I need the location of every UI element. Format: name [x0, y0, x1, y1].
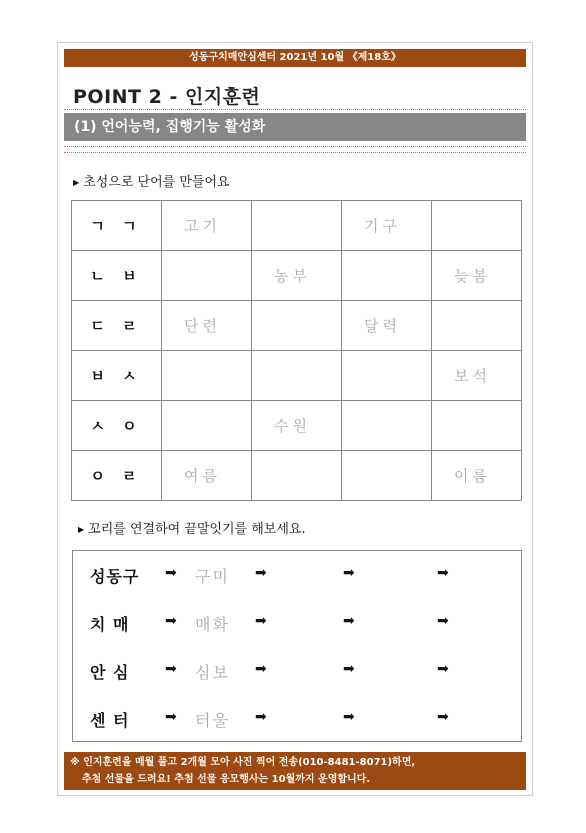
triangle-bullet-icon: ▶	[73, 178, 80, 187]
chain-start-word: 안 심	[90, 663, 130, 682]
right-arrow-icon: ➡	[437, 613, 449, 629]
answer-cell[interactable]	[342, 451, 432, 501]
section2-heading-text: 꼬리를 연결하여 끝말잇기를 해보세요.	[88, 522, 306, 537]
right-arrow-icon: ➡	[437, 709, 449, 725]
answer-cell[interactable]	[342, 251, 432, 301]
chain-start-word: 치 매	[90, 615, 130, 634]
section2-heading	[78, 518, 306, 537]
table-row	[72, 201, 522, 251]
footer-line-2: 추첨 선물을 드려요! 추첨 선물 응모행사는 10월까지 운영합니다.	[82, 774, 371, 785]
table-row	[72, 301, 522, 351]
right-arrow-icon: ➡	[165, 565, 177, 581]
right-arrow-icon: ➡	[343, 565, 355, 581]
chain-row	[73, 708, 521, 732]
table-row	[72, 401, 522, 451]
chain-answer[interactable]: 매화	[195, 615, 230, 634]
right-arrow-icon: ➡	[343, 709, 355, 725]
word-chain-box	[72, 550, 522, 742]
divider	[64, 109, 526, 110]
section1-heading-text: 초성으로 단어를 만들어요	[83, 175, 230, 190]
answer-cell[interactable]	[432, 301, 522, 351]
right-arrow-icon: ➡	[255, 565, 267, 581]
right-arrow-icon: ➡	[255, 613, 267, 629]
chain-row	[73, 660, 521, 684]
right-arrow-icon: ➡	[165, 661, 177, 677]
answer-cell[interactable]: 늦봄	[432, 251, 522, 301]
initials-cell: ㅂ ㅅ	[72, 351, 162, 401]
answer-cell[interactable]	[432, 201, 522, 251]
chain-row	[73, 612, 521, 636]
chain-answer[interactable]: 구미	[195, 567, 230, 586]
right-arrow-icon: ➡	[255, 709, 267, 725]
divider	[64, 146, 526, 147]
initials-cell: ㄱ ㄱ	[72, 201, 162, 251]
right-arrow-icon: ➡	[343, 613, 355, 629]
answer-cell[interactable]: 기구	[342, 201, 432, 251]
answer-cell[interactable]: 여름	[162, 451, 252, 501]
initials-cell: ㅅ ㅇ	[72, 401, 162, 451]
right-arrow-icon: ➡	[255, 661, 267, 677]
answer-cell[interactable]: 수원	[252, 401, 342, 451]
answer-cell[interactable]: 고기	[162, 201, 252, 251]
right-arrow-icon: ➡	[437, 565, 449, 581]
right-arrow-icon: ➡	[343, 661, 355, 677]
right-arrow-icon: ➡	[437, 661, 449, 677]
answer-cell[interactable]	[252, 451, 342, 501]
answer-cell[interactable]	[342, 401, 432, 451]
newsletter-banner: 성동구치매안심센터 2021년 10월 《제18호》	[64, 49, 526, 67]
chain-start-word: 센 터	[90, 711, 130, 730]
footer-notice	[64, 752, 526, 790]
chain-answer[interactable]: 터울	[195, 711, 230, 730]
initials-cell: ㄴ ㅂ	[72, 251, 162, 301]
triangle-bullet-icon: ▶	[78, 525, 85, 534]
answer-cell[interactable]	[162, 401, 252, 451]
answer-cell[interactable]: 이름	[432, 451, 522, 501]
table-row	[72, 351, 522, 401]
page-title: POINT 2 - 인지훈련	[73, 86, 261, 108]
answer-cell[interactable]	[252, 301, 342, 351]
answer-cell[interactable]	[342, 351, 432, 401]
chain-start-word: 성동구	[90, 567, 140, 586]
chain-row	[73, 564, 521, 588]
table-row	[72, 251, 522, 301]
answer-cell[interactable]	[252, 351, 342, 401]
right-arrow-icon: ➡	[165, 709, 177, 725]
answer-cell[interactable]: 단련	[162, 301, 252, 351]
table-row	[72, 451, 522, 501]
chain-answer[interactable]: 심보	[195, 663, 230, 682]
answer-cell[interactable]: 달력	[342, 301, 432, 351]
initials-cell: ㅇ ㄹ	[72, 451, 162, 501]
answer-cell[interactable]	[162, 351, 252, 401]
section-subtitle: (1) 언어능력, 집행기능 활성화	[64, 113, 526, 141]
answer-cell[interactable]	[162, 251, 252, 301]
answer-cell[interactable]	[432, 401, 522, 451]
answer-cell[interactable]: 보석	[432, 351, 522, 401]
answer-cell[interactable]: 농부	[252, 251, 342, 301]
footer-line-1: ※ 인지훈련을 매월 풀고 2개월 모아 사진 찍어 전송(010-8481-8071)하면,	[70, 757, 416, 768]
divider	[64, 152, 526, 153]
initials-word-table	[71, 200, 522, 501]
section1-heading	[73, 171, 230, 190]
initials-cell: ㄷ ㄹ	[72, 301, 162, 351]
right-arrow-icon: ➡	[165, 613, 177, 629]
answer-cell[interactable]	[252, 201, 342, 251]
